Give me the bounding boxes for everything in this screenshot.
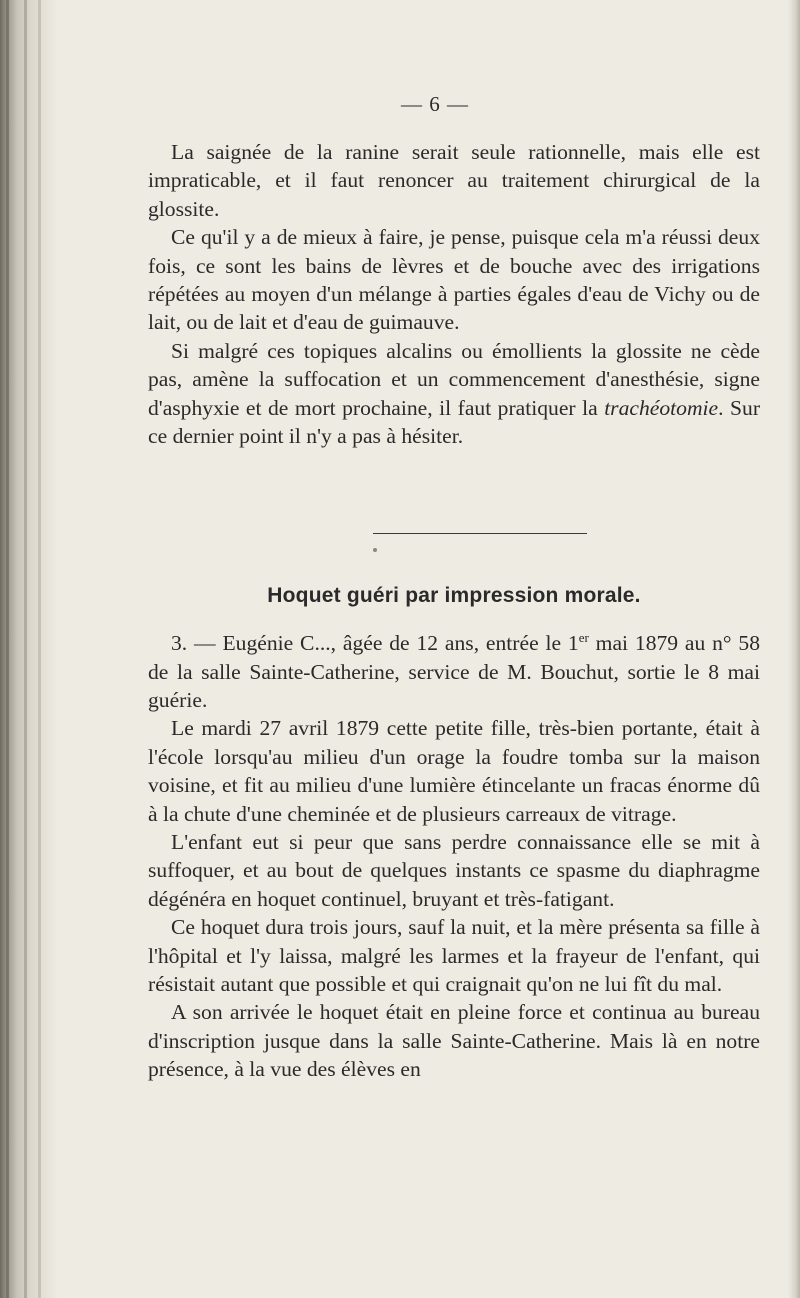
print-speck — [373, 548, 377, 552]
section-hoquet-text — [148, 624, 760, 1084]
paragraph — [148, 337, 760, 451]
superscript: er — [578, 630, 589, 645]
binding-stripe — [38, 0, 41, 1298]
emphasis-term: trachéotomie — [604, 395, 719, 420]
section-glossite-text — [148, 138, 760, 450]
section-divider — [373, 533, 587, 534]
paragraph: Le mardi 27 avril 1879 cette petite fille, très-bien portante, était à l'école lorsqu'au milieu d'un orage la foudre tomba sur la maison voisine, et fit au milieu d'une lumière étincelante un fracas énorme dû à la chute d'une cheminée et de plusieurs carreaux de vitrage. — [148, 716, 760, 826]
page-edge-shadow — [788, 0, 800, 1298]
paragraph: A son arrivée le hoquet était en pleine force et continua au bureau d'inscription jusque dans la salle Sainte-Catherine. Mais là en notre présence, à la vue des élèves en — [148, 1000, 760, 1082]
paragraph: L'enfant eut si peur que sans perdre connaissance elle se mit à suffoquer, et au bout de quelques instants ce spasme du diaphragme dégénéra en hoquet continuel, bruyant et très-fatigant. — [148, 830, 760, 911]
page-number: — 6 — — [401, 92, 469, 116]
paragraph-text: Si malgré ces topiques alcalins ou émollients la glossite ne cède pas, amène la suffocation et un commencement d'anesthésie, signe d'asphyxie et de mort prochaine, il faut pratiquer la — [148, 338, 760, 420]
paragraph: La saignée de la ranine serait seule rationnelle, mais elle est impraticable, et il faut renoncer au traitement chirurgical de la glossite. — [148, 140, 760, 221]
paragraph: Ce qu'il y a de mieux à faire, je pense, puisque cela m'a réussi deux fois, ce sont les bains de lèvres et de bouche avec des irrigations répétées au moyen d'un mélange à parties égales d'eau de Vichy ou de lait, ou de lait et d'eau de guimauve. — [148, 225, 760, 335]
paragraph — [148, 624, 760, 714]
paragraph-text: . Sur ce dernier point il n'y a pas à hésiter. — [148, 395, 761, 449]
paragraph-text: 3. — Eugénie C..., âgée de 12 ans, entrée le 1 — [171, 631, 579, 656]
binding-stripe — [6, 0, 9, 1298]
paragraph: Ce hoquet dura trois jours, sauf la nuit, et la mère présenta sa fille à l'hôpital et l'y laissa, malgré les larmes et la frayeur de l'enfant, qui résistait autant que possible et qui craignait qu'on ne lui fît du mal. — [148, 915, 760, 997]
section-heading: Hoquet guéri par impression morale. — [267, 584, 641, 607]
binding-stripe — [24, 0, 27, 1298]
paragraph-text: mai 1879 au n° 58 de la salle Sainte-Catherine, service de M. Bouchut, sortie le 8 mai guérie. — [148, 631, 760, 712]
